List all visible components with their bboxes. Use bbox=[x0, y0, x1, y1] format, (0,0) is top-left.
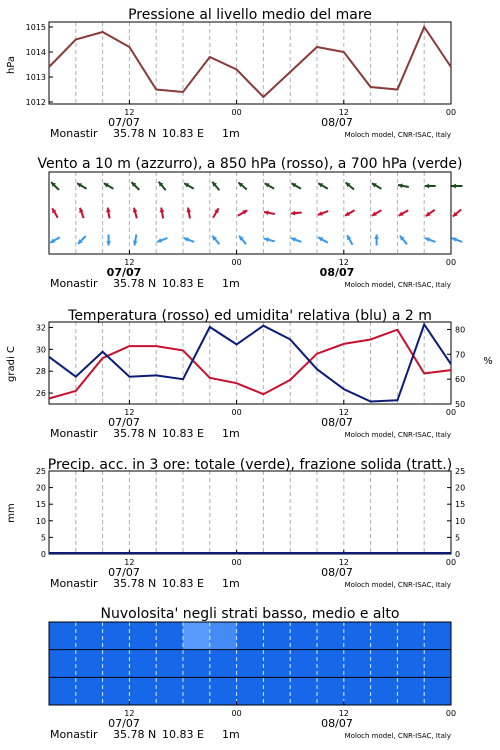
temperature-title: Temperatura (rosso) ed umidita' relativa (blu) a 2 m bbox=[68, 308, 432, 324]
day-label: 08/07 bbox=[321, 566, 353, 579]
y-tick-label: 32 bbox=[35, 323, 46, 333]
x-tick-label: 12 bbox=[124, 408, 135, 417]
y-tick-label: 1013 bbox=[25, 73, 46, 82]
x-tick-label: 12 bbox=[124, 558, 135, 567]
station-elevation: 1m bbox=[222, 577, 240, 590]
wind-barb-10-m bbox=[400, 236, 407, 244]
x-tick-label: 12 bbox=[338, 258, 349, 267]
wind-title: Vento a 10 m (azzurro), a 850 hPa (rosso), a 700 hPa (verde) bbox=[37, 156, 463, 172]
y-tick-label: 1015 bbox=[25, 23, 46, 32]
wind-barb-850-hPa bbox=[79, 208, 84, 218]
station-name: Monastir bbox=[50, 127, 98, 140]
temperature-ylabel: gradi C bbox=[6, 346, 17, 382]
x-tick-label: 00 bbox=[445, 408, 457, 417]
cloud-cell bbox=[183, 622, 210, 650]
wind-barb-10-m bbox=[106, 235, 111, 246]
station-elevation: 1m bbox=[222, 427, 240, 440]
day-label: 08/07 bbox=[319, 266, 355, 279]
wind-barb-850-hPa bbox=[372, 210, 382, 216]
y-tick-label: 20 bbox=[35, 483, 46, 493]
x-tick-label: 12 bbox=[338, 108, 349, 117]
pressure-plot bbox=[26, 22, 456, 140]
credit: Moloch model, CNR-ISAC, Italy bbox=[344, 431, 451, 439]
wind-head bbox=[106, 241, 111, 245]
station-lon: 10.83 E bbox=[162, 728, 204, 741]
x-tick-label: 00 bbox=[231, 108, 242, 117]
y-tick-label: 28 bbox=[35, 367, 46, 377]
wind-barb-700-hPa bbox=[159, 182, 166, 190]
y-tick-label: 80 bbox=[455, 325, 466, 335]
station-elevation: 1m bbox=[222, 127, 240, 140]
x-tick-label: 12 bbox=[124, 258, 135, 267]
cloud-title: Nuvolosita' negli strati basso, medio e alto bbox=[100, 606, 400, 622]
wind-barb-700-hPa bbox=[346, 182, 354, 189]
y-tick-label: 25 bbox=[35, 467, 46, 476]
x-tick-label: 00 bbox=[445, 258, 457, 267]
y-tick-label: 25 bbox=[455, 467, 466, 476]
temperature-panel bbox=[6, 308, 493, 440]
x-tick-label: 00 bbox=[231, 408, 242, 417]
wind-head bbox=[452, 184, 456, 189]
x-tick-label: 12 bbox=[124, 709, 135, 718]
y-tick-label: 26 bbox=[35, 389, 46, 399]
x-tick-label: 12 bbox=[338, 709, 349, 718]
station-name: Monastir bbox=[50, 427, 98, 440]
station-lon: 10.83 E bbox=[162, 577, 204, 590]
station-lat: 35.78 N bbox=[113, 577, 157, 590]
x-tick-label: 00 bbox=[231, 258, 242, 267]
y-tick-label: 60 bbox=[455, 375, 466, 385]
station-name: Monastir bbox=[50, 277, 98, 290]
wind-barb-700-hPa bbox=[265, 183, 275, 189]
day-label: 08/07 bbox=[321, 416, 353, 429]
wind-barb-700-hPa bbox=[452, 184, 463, 189]
wind-barb-700-hPa bbox=[398, 183, 409, 188]
cloud-panel bbox=[49, 606, 456, 741]
pressure-line bbox=[49, 27, 451, 97]
credit: Moloch model, CNR-ISAC, Italy bbox=[344, 581, 451, 589]
y-tick-label: 10 bbox=[455, 516, 466, 526]
wind-head bbox=[374, 235, 379, 239]
wind-barb-850-hPa bbox=[399, 210, 409, 216]
wind-barb-850-hPa bbox=[453, 209, 461, 216]
x-tick-label: 00 bbox=[445, 558, 457, 567]
precipitation-ylabel: mm bbox=[6, 503, 17, 523]
humidity-ylabel: % bbox=[483, 356, 493, 367]
wind-barb-700-hPa bbox=[238, 182, 246, 189]
cloud-plot bbox=[49, 622, 456, 741]
wind-head bbox=[425, 184, 429, 189]
credit: Moloch model, CNR-ISAC, Italy bbox=[344, 732, 451, 740]
wind-barb-700-hPa bbox=[132, 182, 140, 190]
wind-barb-850-hPa bbox=[133, 208, 138, 219]
station-name: Monastir bbox=[50, 577, 98, 590]
cloud-background bbox=[49, 622, 451, 705]
x-tick-label: 00 bbox=[231, 558, 242, 567]
y-tick-label: 30 bbox=[35, 345, 46, 355]
precipitation-panel bbox=[6, 457, 465, 590]
pressure-panel bbox=[6, 7, 456, 140]
day-label: 07/07 bbox=[108, 717, 140, 730]
wind-barb-10-m bbox=[50, 237, 60, 243]
wind-head bbox=[291, 211, 296, 216]
y-tick-label: 15 bbox=[455, 500, 466, 510]
wind-barb-850-hPa bbox=[52, 208, 58, 218]
wind-barb-850-hPa bbox=[264, 210, 275, 215]
wind-barb-700-hPa bbox=[318, 183, 328, 189]
wind-barb-10-m bbox=[157, 238, 167, 243]
wind-barb-10-m bbox=[184, 237, 194, 242]
y-tick-label: 0 bbox=[455, 550, 461, 559]
wind-barb-700-hPa bbox=[104, 183, 114, 189]
day-label: 08/07 bbox=[321, 717, 353, 730]
wind-barb-10-m bbox=[264, 237, 275, 242]
station-elevation: 1m bbox=[222, 728, 240, 741]
station-lon: 10.83 E bbox=[162, 277, 204, 290]
wind-barb-700-hPa bbox=[212, 182, 219, 190]
precipitation-title: Precip. acc. in 3 ore: totale (verde), frazione solida (tratt.) bbox=[47, 457, 453, 473]
wind-barb-10-m bbox=[452, 237, 462, 242]
y-tick-label: 15 bbox=[35, 500, 46, 510]
x-tick-label: 12 bbox=[124, 108, 135, 117]
wind-barb-850-hPa bbox=[426, 210, 435, 216]
precipitation-plot bbox=[36, 467, 465, 590]
plot-frame bbox=[49, 471, 451, 554]
station-lat: 35.78 N bbox=[113, 427, 157, 440]
credit: Moloch model, CNR-ISAC, Italy bbox=[344, 281, 451, 289]
y-tick-label: 50 bbox=[455, 400, 466, 409]
y-tick-label: 20 bbox=[455, 483, 466, 493]
wind-barb-850-hPa bbox=[160, 208, 165, 219]
wind-barb-700-hPa bbox=[77, 183, 87, 189]
wind-barb-850-hPa bbox=[291, 211, 302, 216]
wind-barb-850-hPa bbox=[238, 210, 248, 216]
wind-barb-850-hPa bbox=[318, 211, 328, 216]
wind-barb-10-m bbox=[78, 236, 86, 244]
wind-barb-850-hPa bbox=[345, 210, 355, 216]
station-name: Monastir bbox=[50, 728, 98, 741]
temperature-line bbox=[49, 330, 451, 399]
station-elevation: 1m bbox=[222, 277, 240, 290]
wind-barb-700-hPa bbox=[425, 184, 436, 189]
y-tick-label: 1014 bbox=[25, 48, 46, 57]
credit: Moloch model, CNR-ISAC, Italy bbox=[344, 131, 451, 139]
day-label: 07/07 bbox=[108, 416, 140, 429]
y-tick-label: 1012 bbox=[25, 98, 46, 107]
wind-barb-700-hPa bbox=[372, 183, 382, 189]
station-lon: 10.83 E bbox=[162, 427, 204, 440]
temperature-plot bbox=[36, 322, 465, 440]
y-tick-label: 5 bbox=[455, 533, 461, 543]
wind-barb-10-m bbox=[374, 235, 379, 246]
wind-barb-10-m bbox=[347, 235, 353, 245]
wind-barb-10-m bbox=[133, 235, 138, 246]
wind-barb-700-hPa bbox=[291, 183, 301, 189]
station-lon: 10.83 E bbox=[162, 127, 204, 140]
wind-barb-10-m bbox=[425, 237, 435, 242]
wind-barb-10-m bbox=[291, 237, 301, 242]
wind-barb-10-m bbox=[212, 236, 219, 244]
x-tick-label: 12 bbox=[338, 408, 349, 417]
y-tick-label: 0 bbox=[40, 550, 46, 559]
station-lat: 35.78 N bbox=[113, 728, 157, 741]
x-tick-label: 00 bbox=[445, 108, 457, 117]
humidity-line bbox=[49, 325, 451, 402]
wind-barb-850-hPa bbox=[106, 208, 111, 219]
y-tick-label: 70 bbox=[455, 350, 466, 360]
plot-frame bbox=[49, 22, 451, 104]
wind-barb-850-hPa bbox=[213, 208, 219, 218]
station-lat: 35.78 N bbox=[113, 127, 157, 140]
day-label: 07/07 bbox=[108, 116, 140, 129]
y-tick-label: 10 bbox=[35, 516, 46, 526]
day-label: 07/07 bbox=[106, 266, 142, 279]
x-tick-label: 00 bbox=[231, 709, 242, 718]
wind-barb-700-hPa bbox=[51, 182, 59, 190]
day-label: 08/07 bbox=[321, 116, 353, 129]
y-tick-label: 5 bbox=[40, 533, 46, 543]
cloud-cell bbox=[210, 622, 237, 650]
x-tick-label: 00 bbox=[445, 709, 457, 718]
wind-barb-850-hPa bbox=[186, 208, 191, 219]
day-label: 07/07 bbox=[108, 566, 140, 579]
pressure-ylabel: hPa bbox=[6, 55, 17, 75]
wind-panel bbox=[37, 156, 462, 290]
wind-barb-10-m bbox=[318, 237, 328, 243]
x-tick-label: 12 bbox=[338, 558, 349, 567]
wind-plot bbox=[49, 172, 463, 290]
station-lat: 35.78 N bbox=[113, 277, 157, 290]
wind-barb-700-hPa bbox=[184, 183, 194, 189]
pressure-title: Pressione al livello medio del mare bbox=[128, 7, 372, 23]
wind-barb-10-m bbox=[239, 236, 246, 244]
